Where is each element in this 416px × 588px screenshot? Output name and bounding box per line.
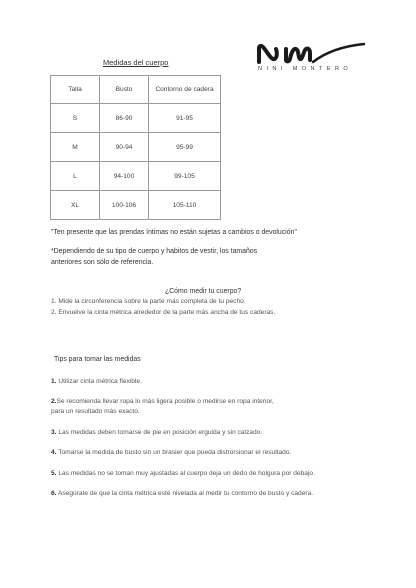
cell-bust: 94-100	[100, 162, 149, 191]
tip-number: 6.	[51, 490, 57, 497]
table-row	[51, 162, 221, 191]
tip-number: 4.	[51, 449, 57, 456]
how-to-steps	[51, 297, 275, 318]
tip-item	[51, 377, 142, 387]
size-table	[50, 75, 221, 220]
tip-text: Tomarse la medida de busto sin un brasier que pueda distrorsionar el resultado.	[56, 449, 292, 456]
body-type-note-line1: *Dependiendo de su tipo de cuerpo y habitos de vestir, los tamaños	[51, 248, 258, 255]
table-row	[51, 104, 221, 133]
brand-name: NINI MONTERO	[258, 66, 353, 72]
tip-text: Se recomienda llevar ropa lo más ligera posible o medirse en ropa interior,	[56, 398, 274, 405]
tip-item	[51, 448, 291, 458]
tip-item	[51, 469, 315, 479]
column-header-cadera: Contorno de cadera	[149, 76, 221, 104]
how-to-step: 2. Envuelve la cinta métrica alrededor de la parte más ancha de tus caderas.	[51, 308, 276, 316]
how-to-title: ¿Cómo medir tu cuerpo?	[165, 288, 242, 295]
cell-hip: 91-95	[149, 104, 221, 133]
tip-text: Asegúrate de que la cinta métrica esté nivelada al medir tu contorno de busto y cadera.	[56, 490, 314, 497]
tip-text: Las medidas deben tomarse de pie en posición erguida y sin calzado.	[56, 429, 263, 436]
tip-item	[51, 397, 274, 417]
how-to-step: 1. Mide la circunferencia sobre la parte más completa de tu pecho.	[51, 298, 246, 305]
tip-number: 3.	[51, 429, 57, 436]
cell-hip: 99-105	[149, 162, 221, 191]
cell-size: S	[51, 104, 100, 133]
cell-hip: 105-110	[149, 191, 221, 220]
cell-bust: 100-106	[100, 191, 149, 220]
cell-bust: 86-90	[100, 104, 149, 133]
table-header-row	[51, 76, 221, 104]
tip-number: 1.	[51, 378, 57, 385]
tip-text: Las medidas no se toman muy ajustadas al cuerpo deja un dedo de holgura por debajo.	[56, 470, 315, 477]
cell-size: L	[51, 162, 100, 191]
cell-size: XL	[51, 191, 100, 220]
tip-item	[51, 428, 262, 438]
body-type-note	[51, 247, 257, 268]
page-title: Medidas del cuerpo	[103, 58, 169, 67]
body-type-note-line2: anteriores son sólo de referencia.	[51, 258, 154, 266]
tip-text-line2: para un resultado más exacto.	[51, 408, 140, 415]
cell-bust: 90-94	[100, 133, 149, 162]
tip-item	[51, 489, 313, 499]
tip-number: 2.	[51, 398, 57, 405]
tip-text: Utilizar cinta métrica flexible.	[56, 378, 142, 385]
cell-hip: 95-99	[149, 133, 221, 162]
intimates-note: "Ten presente que las prendas íntimas no están sujetas a cambios o devolución"	[51, 229, 297, 236]
tip-number: 5.	[51, 470, 57, 477]
cell-size: M	[51, 133, 100, 162]
column-header-busto: Busto	[100, 76, 149, 104]
table-row	[51, 133, 221, 162]
column-header-talla: Talla	[51, 76, 100, 104]
tips-title: Tips para tomar las medidas	[54, 356, 141, 363]
table-row	[51, 191, 221, 220]
logo-mark-icon	[256, 40, 368, 66]
